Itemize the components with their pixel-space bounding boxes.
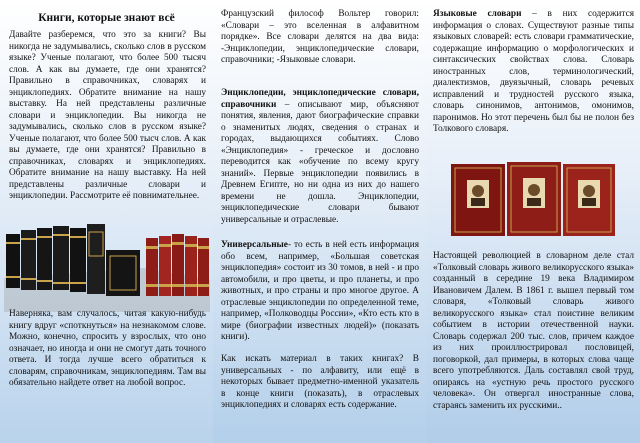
encyclopedia-paragraph	[221, 88, 419, 226]
dahl-dictionary-image	[449, 160, 617, 240]
universal-text: - то есть в ней есть информация обо всем, например, «Большая советская энциклопедия» состоит из 30 томов, в ней - и про автомобили, и про цветы, и про планеты, и про животных, и про страны и про многое другое. А отраслевые энциклопедии по определенной теме, например, «Полководцы России», «Кто есть кто в мире (биографии известных людей)» (показать книги).	[221, 240, 419, 342]
encyclopedia-term: Энциклопедии, энциклопедические словари, справочники	[221, 88, 419, 110]
dahl-paragraph: Настоящей революцией в словарном деле стал «Толковый словарь живого великорусского языка» созданный в середине 19 века Владимиром Ивановичем Далем. В 1861 г. вышел первый том словаря, «Толковый словарь живого великорусского языка» стал поистине великим событием в истории отечественной науки. Словарь содержал 200 тыс. слов, причем каждое из них проиллюстрировал пословицей, поговоркой, дал примеры, в которых слова чаще всего употребляются. Даль составлял свой труд, опираясь на «устную речь простого русского человека». Он отвергал иностранные слова, стараясь заменить их русскими..	[433, 251, 634, 411]
language-term: Языковые словари	[433, 9, 522, 19]
encyclopedia-set-image	[4, 220, 210, 312]
search-paragraph: Как искать материал в таких книгах? В универсальных - по алфавиту, или ещё в некоторых бывает предметно-именной указатель в конце книги (показать), в отраслевых энциклопедиях и словарях есть содержание.	[221, 354, 419, 410]
voltaire-quote: Французский философ Вольтер говорил: «Словари – это вселенная в алфавитном порядке». Все словари делятся на два вида: -Энциклопедии, энциклопедические словари, справочники; -Языковые словари.	[221, 9, 419, 65]
intro-paragraph: Давайте разберемся, что это за книги? Вы никогда не задумывались, сколько слов в русском языке? Ученые полагают, что более 500 тысяч слов. А как вы думаете, где они хранятся? Правильно в справочниках, словарях и энциклопедиях. Обратите внимание на нашу выставку. На ней представлены различные словари и энциклопедии. Вы никогда не задумывались, сколько слов в русском языке? Ученые полагают, что более 500 тысч слов. А как вы думаете, где они хранятся? Правильно в справочниках, словарях и энциклопедиях. Обратите внимание на нашу выставку. На ней представлены различные словари и энциклопедии. Рассмотрите её повнимательнее.	[9, 30, 206, 201]
tip-paragraph: Наверняка, вам случалось, читая какую-нибудь книгу вдруг «споткнуться» на незнакомом слове. Можно, конечно, спросить у взрослых, что оно означает, но иногда и они не смогут дать точного ответа. И тогда лучше всего обратиться к словарям, справочникам, энциклопедиям. Там вы обязательно найдете ответ на любой вопрос.	[9, 309, 206, 388]
universal-paragraph	[221, 240, 419, 344]
encyclopedia-text: – описывают мир, объясняют понятия, явления, дают биографические справки о знаменитых людях, сведения о странах и городах, выдающихся событиях. Слово «Энциклопедия» - греческое и дословно переводится как «обучение по всему кругу знаний». Первые энциклопедии появились в Древнем Египте, но ни одна из них до нашего времени не дошла. Энциклопедии, энциклопедические словари бывают универсальные и отраслевые.	[221, 99, 419, 225]
universal-term: Универсальные	[221, 240, 288, 250]
column-left	[0, 0, 213, 443]
column-right	[427, 0, 640, 443]
language-dictionaries-paragraph	[433, 9, 634, 136]
page-title: Книги, которые знают всё	[38, 12, 175, 24]
column-middle	[213, 0, 427, 443]
language-text: – в них содержится информация о словах. Существуют разные типы языковых словарей: есть словари грамматические, содержащие информацию о морфологических и синтаксических свойствах слова. Словарь иностранных слов, терминологический, диалектизмов, двуязычный, словарь речевых исправлений и трудностей русского языка, словарь синонимов, антонимов, омонимов, паронимов. Но этот перечень был бы не полон без Толкового словаря.	[433, 9, 634, 134]
